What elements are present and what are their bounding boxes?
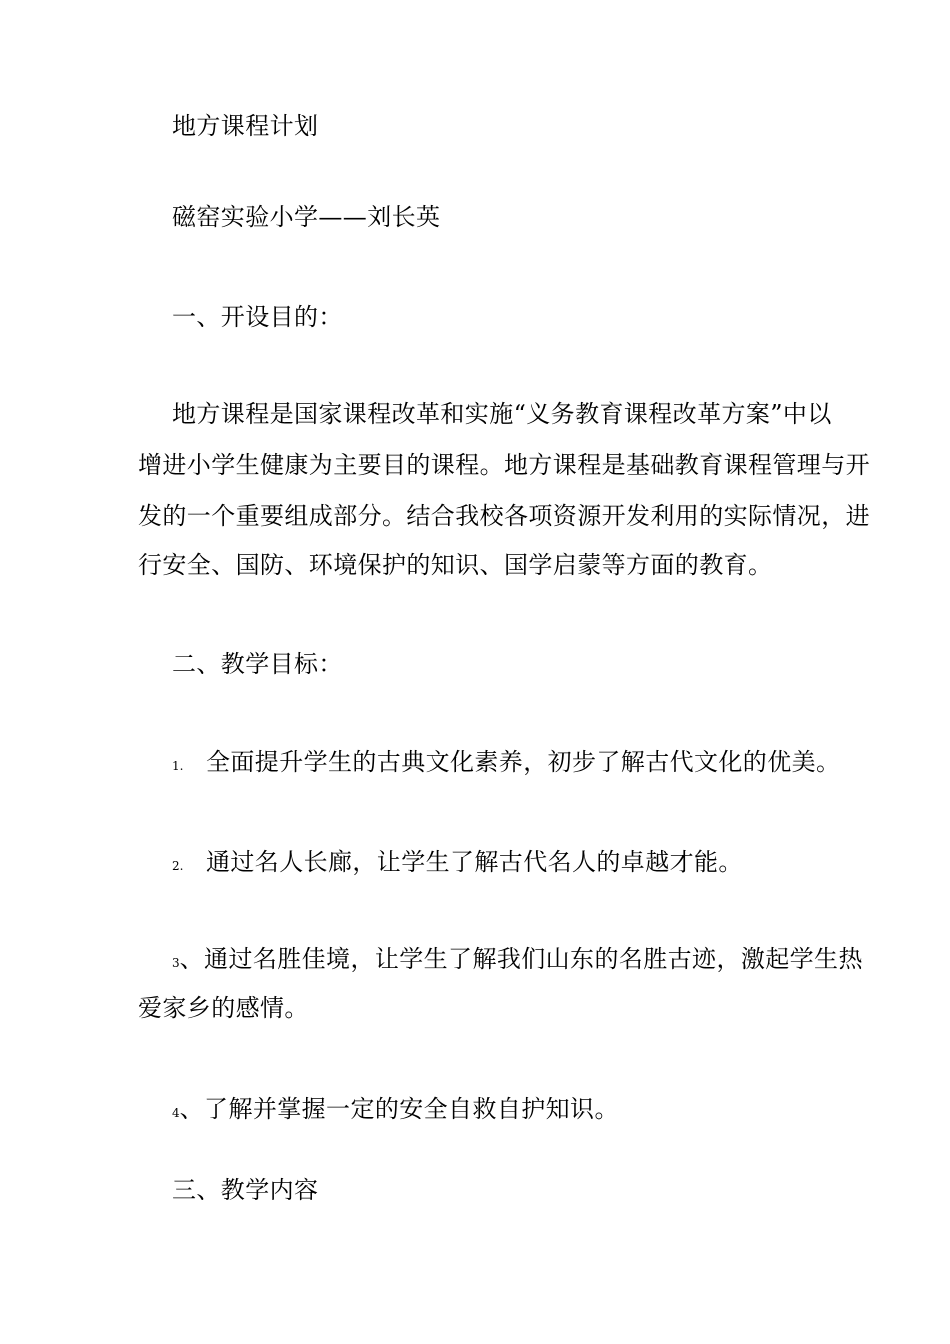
- goal-number: 4: [172, 1106, 180, 1120]
- goal-item: [172, 750, 840, 778]
- paragraph-line: 发的一个重要组成部分。结合我校各项资源开发利用的实际情况，进: [138, 502, 870, 530]
- paragraph-line: 地方课程是国家课程改革和实施“义务教育课程改革方案”中以: [172, 400, 832, 428]
- goal-text: 通过名人长廊，让学生了解古代名人的卓越才能。: [206, 848, 743, 876]
- goal-text: 全面提升学生的古典文化素养，初步了解古代文化的优美。: [206, 748, 841, 776]
- goal-number: 1.: [172, 759, 184, 773]
- author-line: 磁窑实验小学——刘长英: [172, 203, 441, 231]
- section-heading-purpose: 一、开设目的：: [172, 303, 343, 331]
- goal-number: 2.: [172, 859, 184, 873]
- goal-item: [172, 1097, 619, 1125]
- section-heading-goals: 二、教学目标：: [172, 650, 343, 678]
- document-title: 地方课程计划: [172, 112, 319, 140]
- goal-number: 3: [172, 956, 180, 970]
- goal-text: 、通过名胜佳境，让学生了解我们山东的名胜古迹，激起学生热: [179, 945, 863, 973]
- goal-continuation: 爱家乡的感情。: [138, 994, 309, 1022]
- paragraph-line: 行安全、国防、环境保护的知识、国学启蒙等方面的教育。: [138, 551, 773, 579]
- goal-item: [172, 850, 743, 878]
- goal-item: [172, 947, 863, 975]
- paragraph-line: 增进小学生健康为主要目的课程。地方课程是基础教育课程管理与开: [138, 451, 870, 479]
- section-heading-content: 三、教学内容: [172, 1176, 319, 1204]
- goal-text: 、了解并掌握一定的安全自救自护知识。: [179, 1095, 619, 1123]
